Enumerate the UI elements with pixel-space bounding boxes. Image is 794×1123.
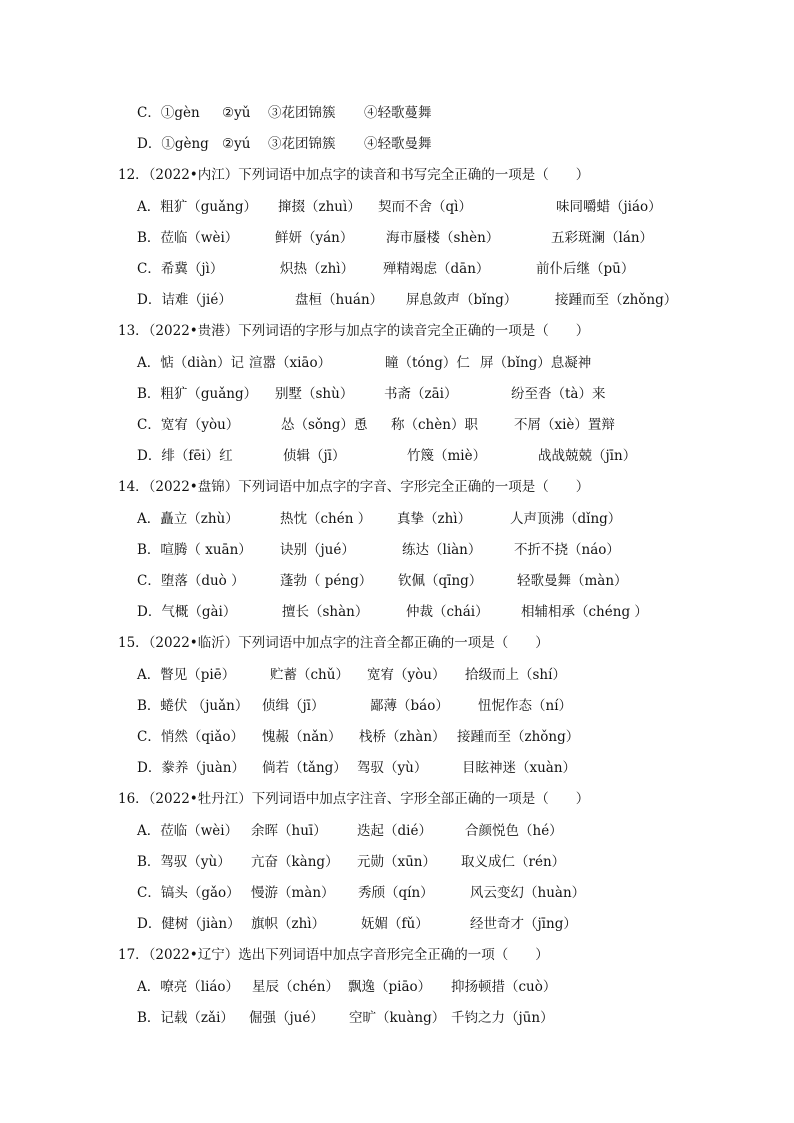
option-term: 味同嚼蜡（jiáo） xyxy=(556,199,662,215)
question-stem: 15．（2022•临沂）下列词语中加点字的注音全都正确的一项是（ ） xyxy=(118,635,549,651)
option-term: 目眩神迷（xuàn） xyxy=(462,760,577,776)
option-first-term: B．莅临（wèi） xyxy=(137,230,239,246)
option-term: 擅长（shàn） xyxy=(282,604,369,620)
option-term: 称（chèn）职 xyxy=(391,417,478,433)
option-first-term: D．健树（jiàn） xyxy=(137,916,241,932)
option-first-term: C．悄然（qiǎo） xyxy=(137,729,244,745)
answer-option xyxy=(0,196,794,218)
option-term: 风云变幻（huàn） xyxy=(470,885,586,901)
option-first-term: D．诘难（jié） xyxy=(137,292,232,308)
question-stem: 13．（2022•贵港）下列词语的字形与加点字的读音完全正确的一项是（ ） xyxy=(118,323,590,339)
answer-option xyxy=(0,102,794,124)
answer-option xyxy=(0,570,794,592)
option-term: ②yǔ xyxy=(222,105,251,121)
answer-option xyxy=(0,664,794,686)
option-first-term: A．莅临（wèi） xyxy=(137,823,239,839)
option-term: 屏（bǐng）息凝神 xyxy=(480,355,592,371)
answer-option xyxy=(0,508,794,530)
option-term: 接踵而至（zhǒng） xyxy=(457,729,580,745)
option-first-term: C．宽宥（yòu） xyxy=(137,417,240,433)
answer-option xyxy=(0,352,794,374)
option-term: 屏息敛声（bǐng） xyxy=(406,292,518,308)
option-term: 相辅相承（chéng ） xyxy=(521,604,648,620)
option-first-term: D．气概（gài） xyxy=(137,604,237,620)
option-term: 真挚（zhì） xyxy=(397,511,472,527)
option-term: 空旷（kuàng） xyxy=(349,1010,446,1026)
answer-option xyxy=(0,851,794,873)
answer-option xyxy=(0,695,794,717)
answer-option xyxy=(0,258,794,280)
option-term: 战战兢兢（jīn） xyxy=(538,448,637,464)
option-term: 宽宥（yòu） xyxy=(367,667,446,683)
option-first-term: C．镐头（gǎo） xyxy=(137,885,240,901)
option-term: 飘逸（piāo） xyxy=(348,979,432,995)
option-first-term: B．粗犷（guǎng） xyxy=(137,386,258,402)
option-term: 练达（liàn） xyxy=(402,542,482,558)
option-term: 殚精竭虑（dān） xyxy=(383,261,490,277)
answer-option xyxy=(0,913,794,935)
option-term: 海市蜃楼（shèn） xyxy=(386,230,500,246)
question-stem: 16．（2022•牡丹江）下列词语中加点字注音、字形全部正确的一项是（ ） xyxy=(118,791,590,807)
answer-option xyxy=(0,227,794,249)
answer-option xyxy=(0,289,794,311)
answer-option xyxy=(0,133,794,155)
option-term: 契而不舍（qì） xyxy=(378,199,472,215)
option-term: 经世奇才（jīng） xyxy=(470,916,577,932)
option-term: 五彩斑澜（lán） xyxy=(551,230,654,246)
answer-option xyxy=(0,820,794,842)
option-term: 书斋（zāi） xyxy=(384,386,458,402)
option-term: 炽热（zhì） xyxy=(280,261,355,277)
option-first-term: C．堕落（duò ） xyxy=(137,573,245,589)
option-term: 迭起（dié） xyxy=(357,823,432,839)
option-term: 瞳（tóng）仁 xyxy=(385,355,470,371)
option-term: 抑扬顿措（cuò） xyxy=(451,979,557,995)
option-first-term: D．豢养（juàn） xyxy=(137,760,245,776)
answer-option xyxy=(0,1007,794,1029)
option-term: 拾级而上（shí） xyxy=(465,667,566,683)
option-term: 竹篾（miè） xyxy=(407,448,487,464)
question-stem: 17．（2022•辽宁）选出下列词语中加点字音形完全正确的一项（ ） xyxy=(118,947,549,963)
answer-option xyxy=(0,882,794,904)
option-term: ④轻歌曼舞 xyxy=(364,136,432,152)
option-term: 鲜妍（yán） xyxy=(275,230,354,246)
option-first-term: A．矗立（zhù） xyxy=(137,511,239,527)
option-first-term: A．瞥见（piē） xyxy=(137,667,236,683)
answer-option xyxy=(0,539,794,561)
option-term: 轻歌曼舞（màn） xyxy=(517,573,628,589)
answer-option xyxy=(0,445,794,467)
option-first-term: A．粗犷（guǎng） xyxy=(137,199,257,215)
option-term: 侦辑（jī） xyxy=(283,448,346,464)
option-term: 栈桥（zhàn） xyxy=(359,729,446,745)
question-stem: 12．（2022•内江）下列词语中加点字的读音和书写完全正确的一项是（ ） xyxy=(118,167,590,183)
option-term: 诀别（jué） xyxy=(280,542,355,558)
answer-option xyxy=(0,414,794,436)
answer-option xyxy=(0,726,794,748)
option-term: 仲裁（chái） xyxy=(406,604,489,620)
option-term: 余晖（huī） xyxy=(251,823,327,839)
option-term: 倔强（jué） xyxy=(249,1010,324,1026)
option-term: 妩媚（fǔ） xyxy=(361,916,429,932)
answer-option xyxy=(0,976,794,998)
answer-option xyxy=(0,757,794,779)
option-first-term: C．①gèn xyxy=(137,105,200,121)
option-term: 渲嚣（xiāo） xyxy=(249,355,332,371)
option-term: 取义成仁（rén） xyxy=(461,854,566,870)
option-term: 合颜悦色（hé） xyxy=(465,823,563,839)
option-term: ②yú xyxy=(222,136,251,152)
question-stem: 14．（2022•盘锦）下列词语中加点字的字音、字形完全正确的一项是（ ） xyxy=(118,479,590,495)
option-term: 愧赧（nǎn） xyxy=(262,729,342,745)
option-term: 热忱（chén ） xyxy=(280,511,372,527)
option-term: 亢奋（kàng） xyxy=(251,854,339,870)
option-first-term: D．绯（fēi）红 xyxy=(137,448,233,464)
option-first-term: D．①gèng xyxy=(137,136,209,152)
option-term: 撺掇（zhuì） xyxy=(278,199,361,215)
option-term: 贮蓄（chǔ） xyxy=(270,667,349,683)
option-first-term: B．记载（zǎi） xyxy=(137,1010,234,1026)
option-term: 怂（sǒng）恿 xyxy=(281,417,368,433)
option-term: 前仆后继（pū） xyxy=(536,261,635,277)
option-first-term: A．惦（diàn）记 xyxy=(137,355,244,371)
option-term: 侦缉（jī） xyxy=(262,698,325,714)
option-term: 秀颀（qín） xyxy=(358,885,434,901)
option-term: ④轻歌蔓舞 xyxy=(364,105,432,121)
option-term: 钦佩（qīng） xyxy=(398,573,483,589)
option-term: 忸怩作态（ní） xyxy=(478,698,573,714)
option-term: 蓬勃（ péng） xyxy=(280,573,373,589)
option-first-term: C．希冀（jì） xyxy=(137,261,224,277)
option-term: 不屑（xiè）置辩 xyxy=(514,417,615,433)
option-first-term: A．嘹亮（liáo） xyxy=(137,979,240,995)
option-term: 接踵而至（zhǒng） xyxy=(555,292,678,308)
option-first-term: B．蜷伏 （juǎn） xyxy=(137,698,249,714)
option-term: 慢游（màn） xyxy=(251,885,335,901)
option-term: 不折不挠（náo） xyxy=(514,542,620,558)
option-term: 旗帜（zhì） xyxy=(251,916,326,932)
option-term: 倘若（tǎng） xyxy=(262,760,347,776)
option-first-term: B．驾驭（yù） xyxy=(137,854,231,870)
option-first-term: B．喧腾（ xuān） xyxy=(137,542,252,558)
option-term: 鄙薄（báo） xyxy=(370,698,449,714)
option-term: 盘桓（huán） xyxy=(295,292,384,308)
option-term: ③花团锦簇 xyxy=(268,105,336,121)
option-term: ③花团锦簇 xyxy=(268,136,336,152)
option-term: 别墅（shù） xyxy=(275,386,354,402)
answer-option xyxy=(0,383,794,405)
option-term: 驾驭（yù） xyxy=(357,760,428,776)
option-term: 纷至沓（tà）来 xyxy=(511,386,606,402)
option-term: 千钧之力（jūn） xyxy=(451,1010,554,1026)
answer-option xyxy=(0,601,794,623)
option-term: 元勋（xūn） xyxy=(357,854,437,870)
option-term: 人声顶沸（dǐng） xyxy=(510,511,622,527)
option-term: 星辰（chén） xyxy=(252,979,339,995)
